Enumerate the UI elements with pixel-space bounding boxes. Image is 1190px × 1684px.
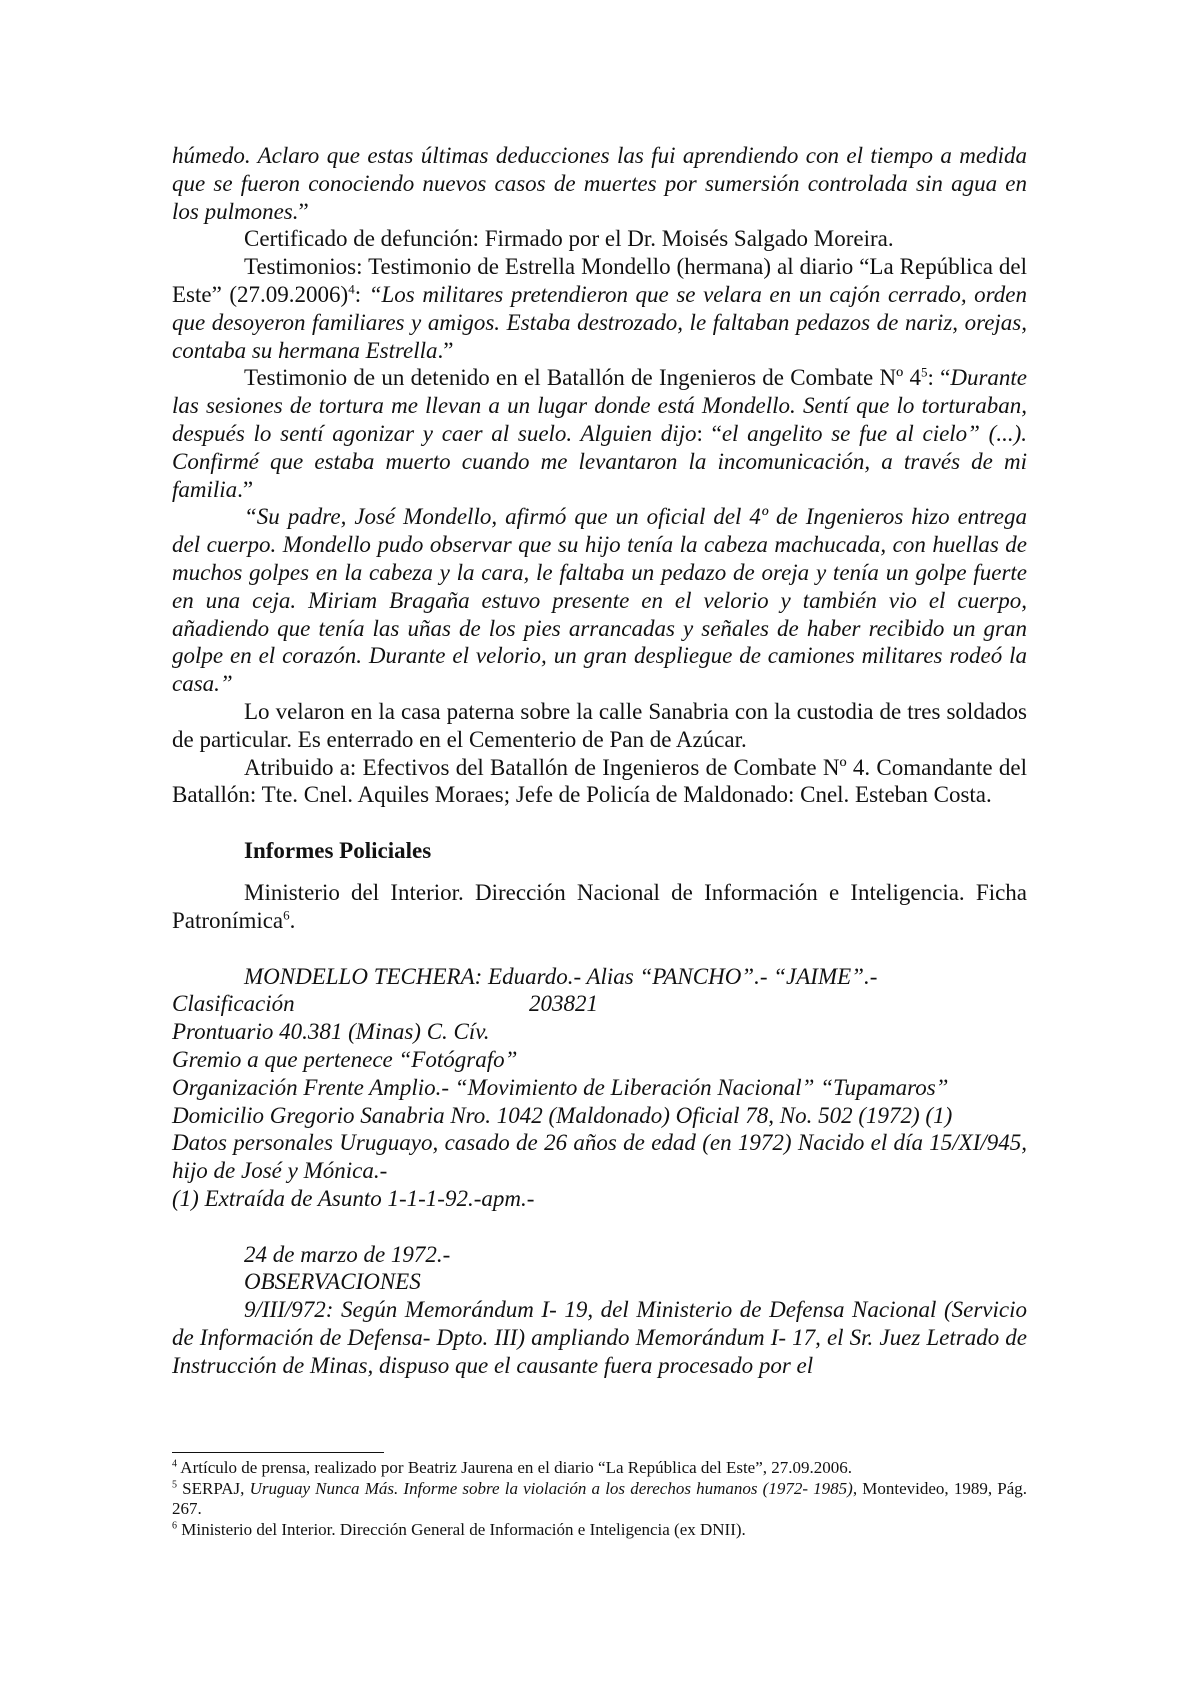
paragraph-testimonios [172, 253, 1027, 364]
ficha-domicilio: Domicilio Gregorio Sanabria Nro. 1042 (Maldonado) Oficial 78, No. 502 (1972) (1) [172, 1102, 953, 1128]
ministerio-text: Ministerio del Interior. Dirección Nacional de Información e Inteligencia. Ficha Patronímica [172, 879, 1027, 933]
detenido-colon: : “ [927, 365, 951, 391]
testimonios-quote: “Los militares pretendieron que se velara en un cajón cerrado, orden que desoyeron familiares y amigos. Estaba destrozado, le faltaban pedazos de nariz, orejas, contaba su hermana Estrella [172, 281, 1027, 363]
paragraph-certificado: Certificado de defunción: Firmado por el Dr. Moisés Salgado Moreira. [244, 226, 894, 252]
footnote-ref-6: 6 [283, 907, 290, 923]
detenido-quote-2: el angelito se fue al cielo” (...). Confirmé que estaba muerto cuando me levantaron la incomunicación, a través de mi familia [172, 420, 1027, 502]
footnote-6 [172, 1520, 1027, 1541]
paragraph-atribuido: Atribuido a: Efectivos del Batallón de Ingenieros de Combate Nº 4. Comandante del Batallón: Tte. Cnel. Aquiles Moraes; Jefe de Policía de Maldonado: Cnel. Esteban Costa. [172, 754, 1027, 808]
footnote-5-number: 5 [172, 1478, 177, 1490]
testimonios-colon: : [354, 281, 369, 307]
footnote-separator [172, 1452, 384, 1453]
ministerio-end: . [289, 907, 296, 933]
paragraph-velaron: Lo velaron en la casa paterna sobre la calle Sanabria con la custodia de tres soldados de particular. Es enterrado en el Cementerio de Pan de Azúcar. [172, 698, 1027, 752]
clasificacion-value: 203821 [529, 991, 598, 1017]
ficha-observaciones: OBSERVACIONES [244, 1269, 421, 1295]
testimonios-end: .” [437, 337, 454, 363]
ficha-patronimica [172, 963, 1027, 1380]
ficha-fecha: 24 de marzo de 1972.- [244, 1241, 451, 1267]
footnote-5-title: Uruguay Nunca Más. Informe sobre la violación a los derechos humanos (1972- 1985) [249, 1478, 853, 1498]
paragraph-detenido [172, 364, 1027, 503]
footnote-ref-5: 5 [920, 364, 928, 380]
footnote-5 [172, 1479, 1027, 1520]
detenido-colon-2: : “ [696, 420, 722, 446]
ficha-clasificacion [172, 990, 1027, 1018]
detenido-end: .” [237, 476, 254, 502]
ficha-name-line: MONDELLO TECHERA: Eduardo.- Alias “PANCHO”.- “JAIME”.- [244, 963, 878, 989]
section-heading: Informes Policiales [244, 838, 432, 864]
ficha-extraida: (1) Extraída de Asunto 1-1-1-92.-apm.- [172, 1185, 535, 1211]
footnote-6-number: 6 [172, 1519, 177, 1531]
ficha-datos: Datos personales Uruguayo, casado de 26 años de edad (en 1972) Nacido el día 15/XI/945, hijo de José y Mónica.- [172, 1130, 1027, 1184]
clasificacion-label: Clasificación [172, 991, 295, 1017]
detenido-intro: Testimonio de un detenido en el Batallón de Ingenieros de Combate Nº 4 [244, 365, 921, 391]
footnote-4 [172, 1458, 1027, 1479]
footnote-4-text: Artículo de prensa, realizado por Beatriz Jaurena en el diario “La República del Este”, 27.09.2006. [177, 1458, 853, 1477]
footnote-5-text-b: , Montevideo, 1989, Pág. 267. [172, 1478, 1028, 1518]
footnotes [172, 1458, 1027, 1540]
paragraph-continuation [172, 142, 1027, 225]
ficha-gremio: Gremio a que pertenece “Fotógrafo” [172, 1046, 518, 1072]
footnote-ref-4: 4 [348, 281, 355, 297]
ficha-organizacion: Organización Frente Amplio.- “Movimiento de Liberación Nacional” “Tupamaros” [172, 1074, 949, 1100]
body-text [172, 142, 1027, 1380]
ficha-obs-text: 9/III/972: Según Memorándum I- 19, del Ministerio de Defensa Nacional (Servicio de Información de Defensa- Dpto. III) ampliando Memorándum I- 17, el Sr. Juez Letrado de Instrucción de Minas, dispuso que el causante fuera procesado por el [172, 1297, 1027, 1378]
footnote-4-number: 4 [172, 1458, 177, 1470]
testimonios-intro: Testimonios: Testimonio de Estrella Mondello (hermana) al diario “La República del Este” (27.09.2006) [172, 254, 1027, 307]
footnote-6-text: Ministerio del Interior. Dirección General de Información e Inteligencia (ex DNII). [177, 1519, 746, 1539]
detenido-quote: Durante las sesiones de tortura me llevan a un lugar donde está Mondello. Sentí que lo torturaban, después lo sentí agonizar y caer al suelo. Alguien dijo [172, 365, 1027, 446]
paragraph-ministerio [172, 879, 1027, 935]
quote-text: húmedo. Aclaro que estas últimas deducciones las fui aprendiendo con el tiempo a medida que se fueron conociendo nuevos casos de muertes por sumersión controlada sin agua en los pulmones. [172, 143, 1027, 224]
footnote-5-text-a: SERPAJ, [177, 1478, 250, 1498]
quote-close: ” [298, 198, 309, 224]
ficha-prontuario: Prontuario 40.381 (Minas) C. Cív. [172, 1019, 490, 1045]
paragraph-padre: “Su padre, José Mondello, afirmó que un oficial del 4º de Ingenieros hizo entrega del cuerpo. Mondello pudo observar que su hijo tenía la cabeza machucada, con huellas de muchos golpes en la cabeza y la cara, le faltaba un pedazo de oreja y tenía un golpe fuerte en una ceja. Miriam Bragaña estuvo presente en el velorio y también vio el cuerpo, añadiendo que tenía las uñas de los pies arrancadas y señales de haber recibido un gran golpe en el corazón. Durante el velorio, un gran despliegue de camiones militares rodeó la casa.” [172, 504, 1027, 697]
